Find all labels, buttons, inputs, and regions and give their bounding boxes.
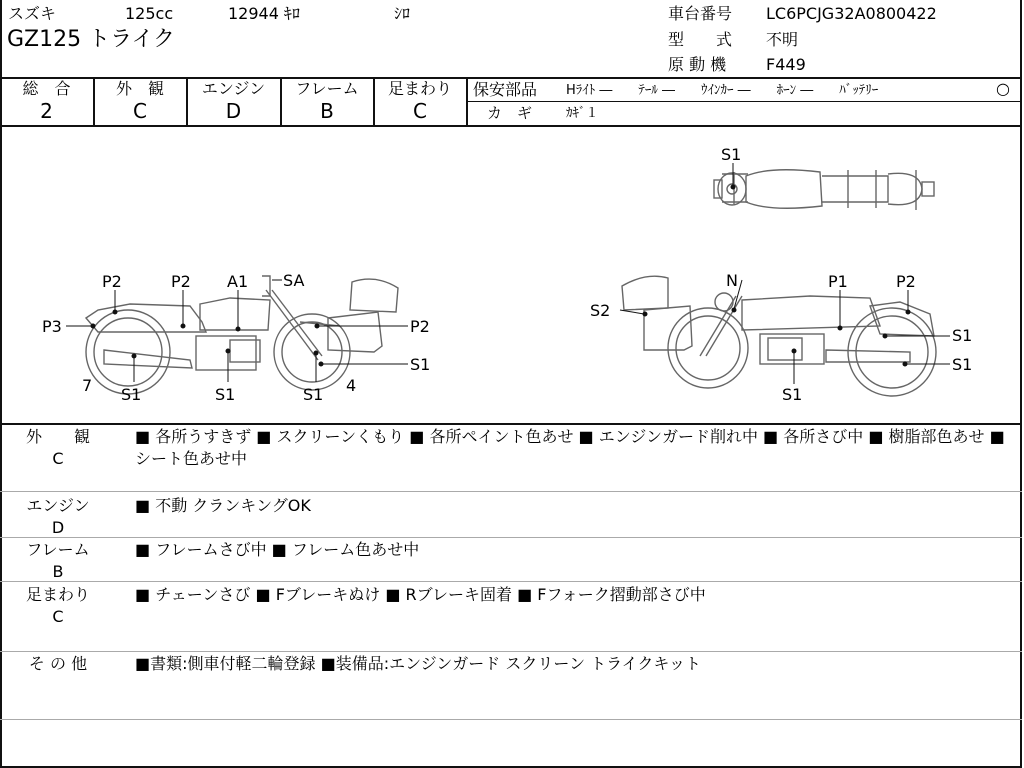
safety-items: Hﾗｲﾄ ― ﾃｰﾙ ― ｳｲﾝｶｰ ― ﾎｰﾝ ― ﾊﾞｯﾃﾘｰ bbox=[566, 83, 879, 98]
notes-divider-1 bbox=[0, 491, 1022, 492]
right-view-label-s2: S2 bbox=[590, 301, 611, 320]
note-engine-head bbox=[10, 495, 106, 539]
note-frame-body: ■ フレームさび中 ■ フレーム色あせ中 bbox=[135, 540, 420, 559]
left-view-label-s1-b: S1 bbox=[121, 385, 142, 404]
notes-divider-2 bbox=[0, 537, 1022, 538]
right-view-label-s1-a: S1 bbox=[952, 326, 973, 345]
note-other-body: ■書類:側車付軽二輪登録 ■装備品:エンジンガード スクリーン トライクキット bbox=[135, 654, 702, 673]
right-view-label-p1: P1 bbox=[828, 272, 848, 291]
note-exterior-body: ■ 各所うすきず ■ スクリーンくもり ■ 各所ペイント色あせ ■ エンジンガード削れ中 ■ 各所さび中 ■ 樹脂部色あせ ■ シート色あせ中 bbox=[135, 427, 1005, 468]
top-view-label-s1: S1 bbox=[721, 145, 742, 164]
note-suspension-label: 足まわり bbox=[25, 585, 90, 604]
right-view-label-n: N bbox=[726, 271, 738, 290]
color: ｼﾛ bbox=[394, 4, 411, 23]
motorcycle-top-view bbox=[714, 170, 934, 210]
note-engine-grade: D bbox=[51, 518, 65, 537]
type-value: 不明 bbox=[766, 30, 799, 49]
note-other-label: そ の 他 bbox=[28, 654, 88, 673]
grade-suspension-label: 足まわり bbox=[387, 79, 452, 98]
model-name: GZ125 トライク bbox=[7, 27, 176, 52]
note-frame-grade: B bbox=[52, 562, 64, 581]
left-view-label-a1: A1 bbox=[227, 272, 249, 291]
note-frame-head bbox=[10, 539, 106, 583]
grade-suspension-value: C bbox=[413, 99, 427, 123]
engine-value: F449 bbox=[766, 55, 806, 74]
grade-engine-value: D bbox=[225, 99, 242, 123]
type-label: 型 式 bbox=[668, 30, 733, 49]
grade-frame-value: B bbox=[320, 99, 334, 123]
right-view-label-p2: P2 bbox=[896, 272, 916, 291]
notes-divider-5 bbox=[0, 719, 1022, 720]
grade-exterior-label: 外 観 bbox=[115, 79, 164, 98]
grade-overall-label: 総 合 bbox=[22, 79, 71, 98]
left-view-label-p2-b: P2 bbox=[171, 272, 191, 291]
vin-label: 車台番号 bbox=[668, 4, 733, 23]
left-view-label-p2-c: P2 bbox=[410, 317, 430, 336]
left-view-label-s1-c: S1 bbox=[215, 385, 236, 404]
right-view-label-s1-c: S1 bbox=[782, 385, 803, 404]
note-suspension-head bbox=[10, 584, 106, 628]
note-engine-body: ■ 不動 クランキングOK bbox=[135, 496, 311, 515]
left-view-label-4: 4 bbox=[346, 376, 357, 395]
safety-label: 保安部品 bbox=[473, 80, 538, 99]
note-suspension-grade: C bbox=[52, 607, 64, 626]
note-frame-label: フレーム bbox=[26, 540, 90, 559]
left-view-label-s1-d: S1 bbox=[303, 385, 324, 404]
battery-mark: ○ bbox=[996, 79, 1010, 98]
left-view-label-sa: SA bbox=[283, 271, 305, 290]
grade-frame-label: フレーム bbox=[295, 79, 359, 98]
note-exterior-label: 外 観 bbox=[25, 427, 90, 446]
note-suspension-body: ■ チェーンさび ■ Fブレーキぬけ ■ Rブレーキ固着 ■ Fフォーク摺動部さび中 bbox=[135, 585, 706, 604]
notes-divider-3 bbox=[0, 581, 1022, 582]
right-view-label-s1-b: S1 bbox=[952, 355, 973, 374]
notes-divider-4 bbox=[0, 651, 1022, 652]
maker: スズキ bbox=[8, 4, 57, 23]
key-label: カ ギ bbox=[487, 104, 533, 122]
displacement: 125cc bbox=[125, 4, 174, 23]
left-view-label-p2-a: P2 bbox=[102, 272, 122, 291]
note-other-head bbox=[10, 653, 106, 675]
grade-exterior-value: C bbox=[133, 99, 147, 123]
left-view-label-7: 7 bbox=[82, 376, 93, 395]
note-engine-label: エンジン bbox=[26, 496, 90, 515]
left-view-label-p3: P3 bbox=[42, 317, 62, 336]
note-exterior-grade: C bbox=[52, 449, 64, 468]
key-value: ｶｷﾞ１ bbox=[566, 106, 599, 121]
grade-engine-label: エンジン bbox=[201, 79, 266, 98]
mileage: 12944 ｷﾛ bbox=[228, 4, 300, 23]
note-exterior-head bbox=[10, 426, 106, 470]
diagram-leaders bbox=[66, 163, 950, 384]
vin-value: LC6PCJG32A0800422 bbox=[766, 4, 937, 23]
grade-overall-value: 2 bbox=[40, 99, 53, 123]
left-view-label-s1-a: S1 bbox=[410, 355, 431, 374]
engine-label: 原 動 機 bbox=[668, 55, 727, 74]
